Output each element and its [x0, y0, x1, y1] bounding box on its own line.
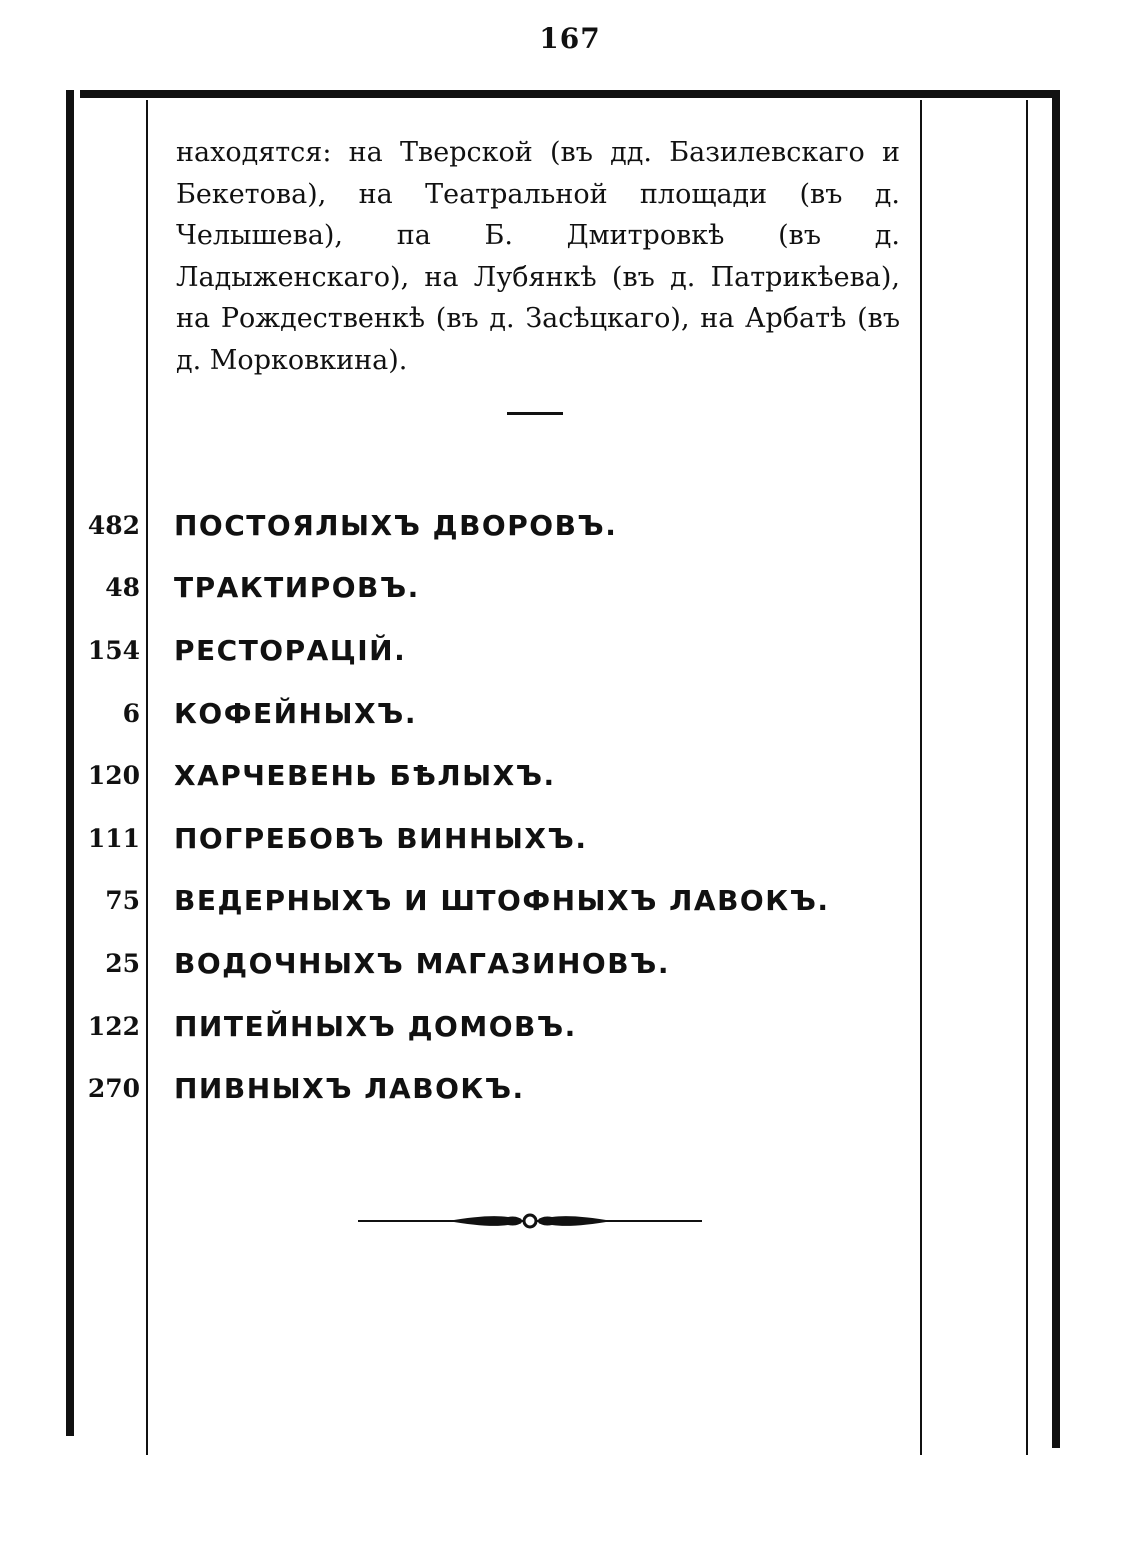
entry-label: ХАРЧЕВЕНЬ БѢЛЫХЪ. — [174, 759, 556, 793]
list-item — [80, 557, 900, 620]
list-item — [80, 807, 900, 870]
frame-right-thin-rule — [920, 100, 922, 1455]
entry-label: ВОДОЧНЫХЪ МАГАЗИНОВЪ. — [174, 946, 670, 980]
list-item — [80, 494, 900, 557]
entry-count: 122 — [87, 1011, 140, 1041]
entry-label: ПОСТОЯЛЫХЪ ДВОРОВЪ. — [174, 508, 618, 542]
list-item — [80, 619, 900, 682]
entry-count: 270 — [87, 1074, 140, 1104]
frame-left-thick-rule — [66, 90, 74, 1436]
entry-count: 154 — [87, 635, 140, 665]
intro-paragraph: находятся: на Тверской (въ дд. Базилевскаго и Бекетова), на Театральной площади (въ д. Челышева), па Б. Дмитровкѣ (въ д. Ладыженскаго), на Лубянкѣ (въ д. Патрикѣева), на Рождественкѣ (въ д. Засѣцкаго), на Арбатѣ (въ д. Морковкина). — [176, 137, 900, 376]
frame-top-rule — [80, 90, 1060, 98]
list-item — [80, 995, 900, 1058]
entry-label: КОФЕЙНЫХЪ. — [174, 696, 417, 730]
list-item — [80, 744, 900, 807]
entries-list — [80, 494, 900, 1120]
entry-label: ПИВНЫХЪ ЛАВОКЪ. — [174, 1072, 525, 1106]
entry-count: 6 — [122, 698, 140, 728]
entry-label: РЕСТОРАЦІЙ. — [174, 633, 407, 667]
entry-label: ПОГРЕБОВЪ ВИННЫХЪ. — [174, 821, 588, 855]
entry-label: ТРАКТИРОВЪ. — [174, 571, 420, 605]
page-number: 167 — [539, 22, 601, 55]
ornament-divider — [358, 1206, 702, 1236]
frame-right-thick-rule — [1052, 90, 1060, 1448]
entry-count: 120 — [87, 761, 140, 791]
entry-label: ВЕДЕРНЫХЪ И ШТОФНЫХЪ ЛАВОКЪ. — [174, 884, 830, 918]
list-item — [80, 932, 900, 995]
list-item — [80, 870, 900, 933]
entry-count: 48 — [105, 573, 140, 603]
list-item — [80, 1057, 900, 1120]
frame-right-inner-rule — [1026, 100, 1028, 1455]
entry-count: 75 — [105, 886, 140, 916]
entry-count: 25 — [105, 948, 140, 978]
list-item — [80, 682, 900, 745]
entry-label: ПИТЕЙНЫХЪ ДОМОВЪ. — [174, 1009, 577, 1043]
entry-count: 482 — [87, 510, 140, 540]
entry-count: 111 — [87, 823, 140, 853]
section-dash — [507, 412, 563, 415]
